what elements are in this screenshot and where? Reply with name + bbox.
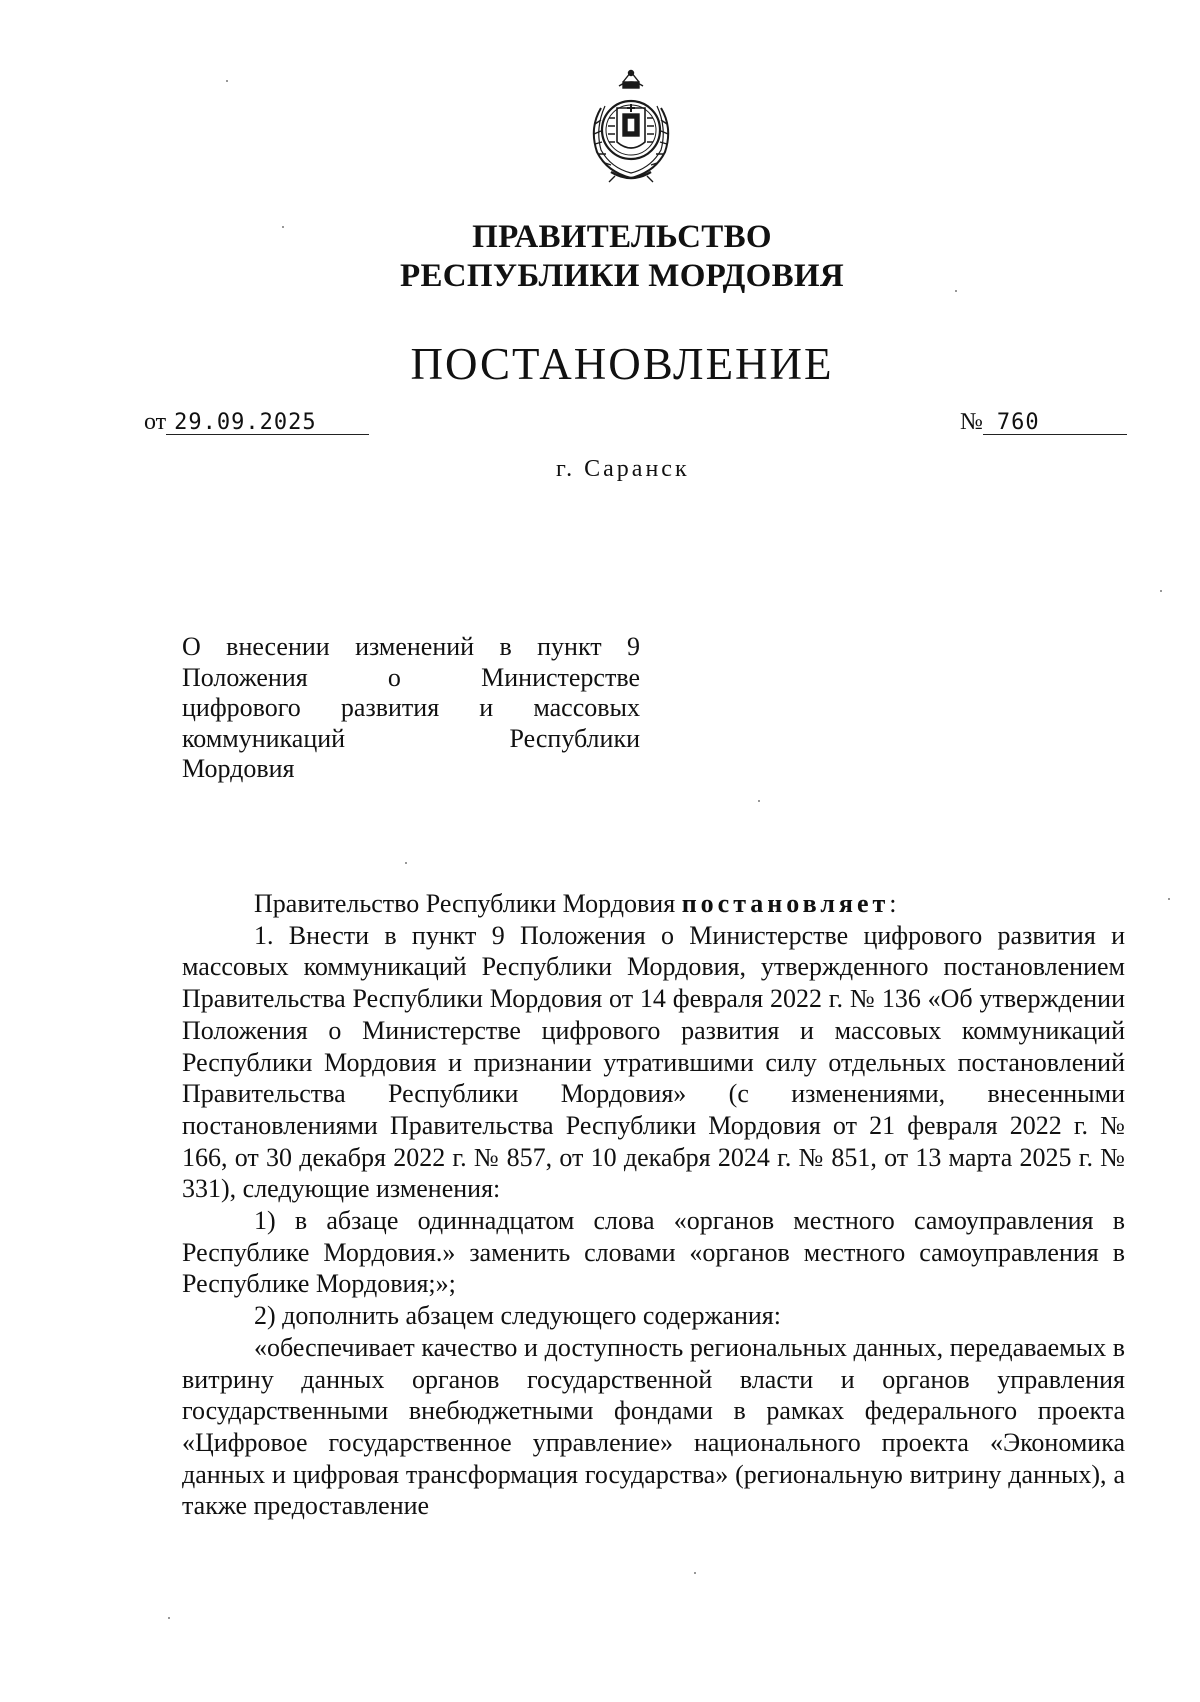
- subject-line: Положения о Министерстве: [182, 662, 640, 692]
- scan-speck: [226, 80, 228, 82]
- document-number: [960, 408, 1127, 436]
- scan-speck: [168, 1617, 170, 1619]
- scan-speck: [1160, 590, 1162, 592]
- preamble-colon: :: [889, 889, 897, 918]
- paragraph-1: 1. Внести в пункт 9 Положения о Министерстве цифрового развития и массовых коммуникаций Республики Мордовия, утвержденного постановлением Правительства Республики Мордовия от 14 февраля 2022 г. № 136 «Об утверждении Положения о Министерстве цифрового развития и массовых коммуникаций Республики Мордовия и признании утратившими силу отдельных постановлений Правительства Республики Мордовия» (с изменениями, внесенными постановлениями Правительства Республики Мордовия от 21 февраля 2022 г. № 166, от 30 декабря 2022 г. № 857, от 10 декабря 2024 г. № 851, от 13 марта 2025 г. № 331), следующие изменения:: [182, 920, 1125, 1204]
- number-value: 760: [996, 410, 1040, 435]
- scan-speck: [758, 800, 760, 802]
- coat-of-arms-emblem: [579, 68, 683, 188]
- date-value: 29.09.2025: [174, 410, 317, 435]
- scan-speck: [955, 290, 957, 292]
- document-date: [144, 408, 369, 436]
- number-fill-line: [983, 408, 1127, 435]
- scan-speck: [405, 862, 407, 864]
- issuer-title-line-2: РЕСПУБЛИКИ МОРДОВИЯ: [399, 258, 844, 294]
- number-prefix: №: [960, 409, 983, 435]
- document-type-title: ПОСТАНОВЛЕНИЕ: [410, 339, 834, 389]
- scan-speck: [694, 1572, 696, 1574]
- preamble-text: Правительство Республики Мордовия: [254, 889, 682, 918]
- date-fill-line: [166, 408, 369, 435]
- scan-speck: [1168, 898, 1170, 900]
- paragraph-2: 1) в абзаце одиннадцатом слова «органов местного самоуправления в Республике Мордовия.» заменить словами «органов местного самоуправления в Республике Мордовия;»;: [182, 1206, 1125, 1299]
- preamble-resolves: постановляет: [681, 889, 890, 918]
- scan-speck: [282, 226, 284, 228]
- subject-line: коммуникаций Республики: [182, 723, 640, 753]
- subject-line: О внесении изменений в пункт 9: [182, 632, 640, 661]
- city-of-issue: г. Саранск: [556, 456, 690, 482]
- preamble-paragraph: [182, 888, 1125, 920]
- document-body: [182, 888, 1125, 1522]
- paragraph-3: 2) дополнить абзацем следующего содержания:: [254, 1301, 781, 1331]
- issuer-title-line-1: ПРАВИТЕЛЬСТВО: [472, 219, 772, 255]
- document-subject: [182, 632, 640, 785]
- date-prefix: от: [144, 409, 167, 435]
- subject-line: цифрового развития и массовых: [182, 693, 640, 722]
- paragraph-4: «обеспечивает качество и доступность региональных данных, передаваемых в витрину данных органов государственной власти и органов управления государственными внебюджетными фондами в рамках федерального проекта «Цифровое государственное управление» национального проекта «Экономика данных и цифровая трансформация государства» (региональную витрину данных), а также предоставление: [182, 1332, 1125, 1521]
- subject-line: Мордовия: [182, 754, 295, 783]
